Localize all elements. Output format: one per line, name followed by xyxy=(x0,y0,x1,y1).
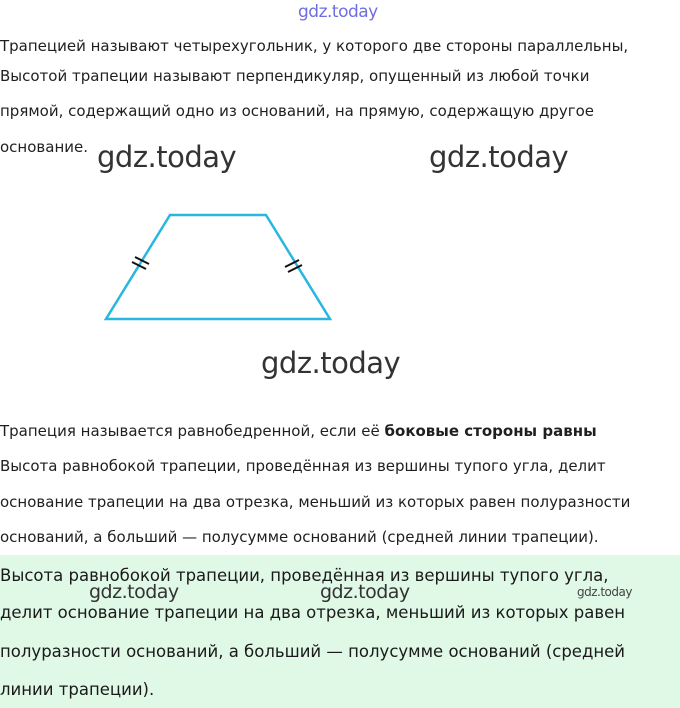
highlight-line-2: делит основание трапеции на два отрезка, меньший из которых равен xyxy=(0,603,626,622)
watermark-large-1: gdz.today xyxy=(97,140,237,174)
definition-line-1-bold: боковые стороны равны xyxy=(384,422,597,440)
highlight-line-1: Высота равнобокой трапеции, проведённая из вершины тупого угла, xyxy=(0,566,609,585)
watermark-mid-2: gdz.today xyxy=(320,581,410,603)
highlight-line-3: полуразности оснований, а больший — полусумме оснований (средней xyxy=(0,642,626,661)
watermark-large-2: gdz.today xyxy=(429,140,569,174)
intro-line-1: Трапецией называют четырехугольник, у которого две стороны параллельны, xyxy=(0,37,629,55)
definition-line-2: Высота равнобокой трапеции, проведённая из вершины тупого угла, делит xyxy=(0,457,606,475)
watermark-top: gdz.today xyxy=(298,2,378,22)
watermark-small-1: gdz.today xyxy=(577,585,632,599)
intro-line-3: прямой, содержащий одно из оснований, на прямую, содержащую другое xyxy=(0,102,595,120)
highlight-line-4: линии трапеции). xyxy=(0,680,155,699)
intro-line-4: основание. xyxy=(0,138,88,156)
definition-line-1 xyxy=(0,421,597,441)
definition-line-1-prefix: Трапеция называется равнобедренной, если её xyxy=(0,422,385,440)
watermark-mid-1: gdz.today xyxy=(89,581,179,603)
definition-line-3: основание трапеции на два отрезка, меньший из которых равен полуразности xyxy=(0,493,631,511)
intro-line-2: Высотой трапеции называют перпендикуляр, опущенный из любой точки xyxy=(0,67,590,85)
watermark-large-3: gdz.today xyxy=(261,346,401,380)
definition-line-4: оснований, а больший — полусумме оснований (средней линии трапеции). xyxy=(0,528,599,546)
